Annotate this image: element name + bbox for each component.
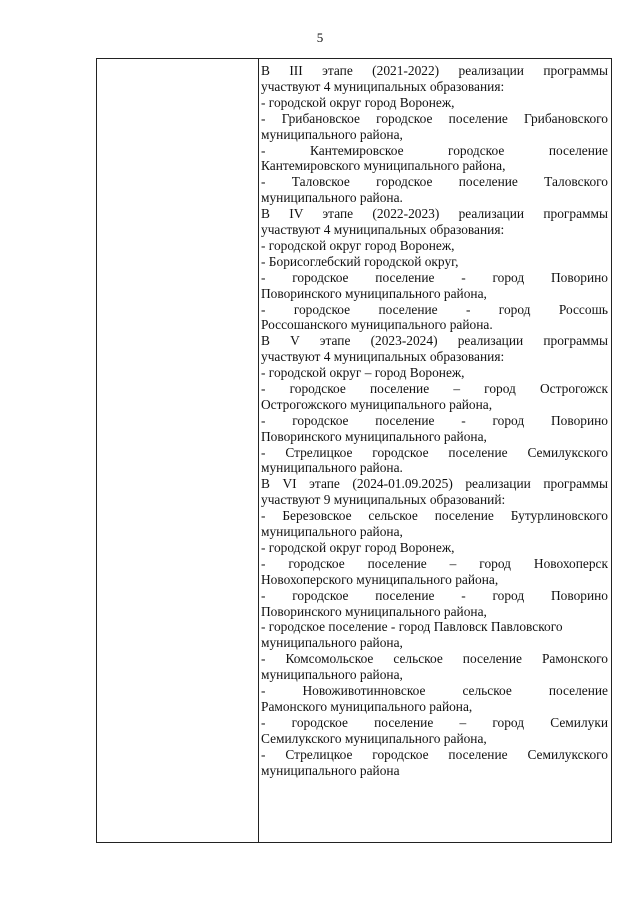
text-line: Рамонского муниципального района, bbox=[261, 698, 473, 714]
text-line: - городской округ – город Воронеж, bbox=[261, 365, 465, 381]
text-line: - Грибановское городское поселение Грибановского bbox=[261, 110, 608, 126]
text-line: муниципального района bbox=[261, 762, 400, 778]
text-line: муниципального района. bbox=[261, 190, 403, 206]
text-line: - Борисоглебский городской округ, bbox=[261, 253, 459, 269]
text-line: - городской округ город Воронеж, bbox=[261, 539, 455, 555]
text-line: муниципального района, bbox=[261, 667, 403, 683]
text-line: участвуют 4 муниципальных образования: bbox=[261, 78, 505, 94]
text-line: - городское поселение – город Семилуки bbox=[261, 714, 608, 730]
text-line: - городское поселение - город Россошь bbox=[261, 301, 608, 317]
text-line: Семилукского муниципального района, bbox=[261, 730, 487, 746]
text-line: участвуют 4 муниципальных образования: bbox=[261, 349, 505, 365]
text-line: - Новоживотинновское сельское поселение bbox=[261, 683, 608, 699]
text-line: муниципального района. bbox=[261, 460, 403, 476]
text-line: - Кантемировское городское поселение bbox=[261, 142, 608, 158]
text-line: Кантемировского муниципального района, bbox=[261, 158, 506, 174]
text-line: В VI этапе (2024-01.09.2025) реализации программы bbox=[261, 476, 608, 492]
text-line: - городское поселение - город Поворино bbox=[261, 269, 608, 285]
text-line: - городское поселение - город Поворино bbox=[261, 587, 608, 603]
text-line: - Комсомольское сельское поселение Рамонского bbox=[261, 651, 608, 667]
text-line: Новохоперского муниципального района, bbox=[261, 571, 499, 587]
text-line: муниципального района, bbox=[261, 126, 403, 142]
text-line: - Стрелицкое городское поселение Семилукского bbox=[261, 746, 608, 762]
text-line: В III этапе (2021-2022) реализации программы bbox=[261, 63, 608, 78]
text-line: - Березовское сельское поселение Бутурлиновского bbox=[261, 508, 608, 524]
text-line: - городской округ город Воронеж, bbox=[261, 94, 455, 110]
text-line: - городское поселение – город Острогожск bbox=[261, 381, 608, 396]
table-cell-stages-text bbox=[261, 63, 608, 778]
text-line: участвуют 4 муниципальных образования: bbox=[261, 221, 505, 237]
text-line: - городское поселение - город Павловск Павловского bbox=[261, 619, 563, 635]
text-line: муниципального района, bbox=[261, 524, 403, 540]
text-line: участвуют 9 муниципальных образований: bbox=[261, 492, 506, 508]
column-divider bbox=[258, 59, 259, 842]
program-stages-table bbox=[96, 58, 612, 843]
text-line: - городской округ город Воронеж, bbox=[261, 237, 455, 253]
text-line: В IV этапе (2022-2023) реализации программы bbox=[261, 206, 608, 222]
page-number: 5 bbox=[316, 30, 324, 45]
text-line: - Стрелицкое городское поселение Семилукского bbox=[261, 444, 608, 460]
text-line: Острогожского муниципального района, bbox=[261, 396, 493, 412]
text-line: - городское поселение – город Новохоперск bbox=[261, 555, 608, 571]
text-line: Поворинского муниципального района, bbox=[261, 428, 487, 444]
text-line: - городское поселение - город Поворино bbox=[261, 412, 608, 428]
text-line: Поворинского муниципального района, bbox=[261, 285, 487, 301]
text-line: Россошанского муниципального района. bbox=[261, 317, 493, 333]
text-line: - Таловское городское поселение Таловского bbox=[261, 174, 608, 190]
text-line: муниципального района, bbox=[261, 635, 403, 651]
text-line: Поворинского муниципального района, bbox=[261, 603, 487, 619]
text-line: В V этапе (2023-2024) реализации программы bbox=[261, 333, 608, 349]
